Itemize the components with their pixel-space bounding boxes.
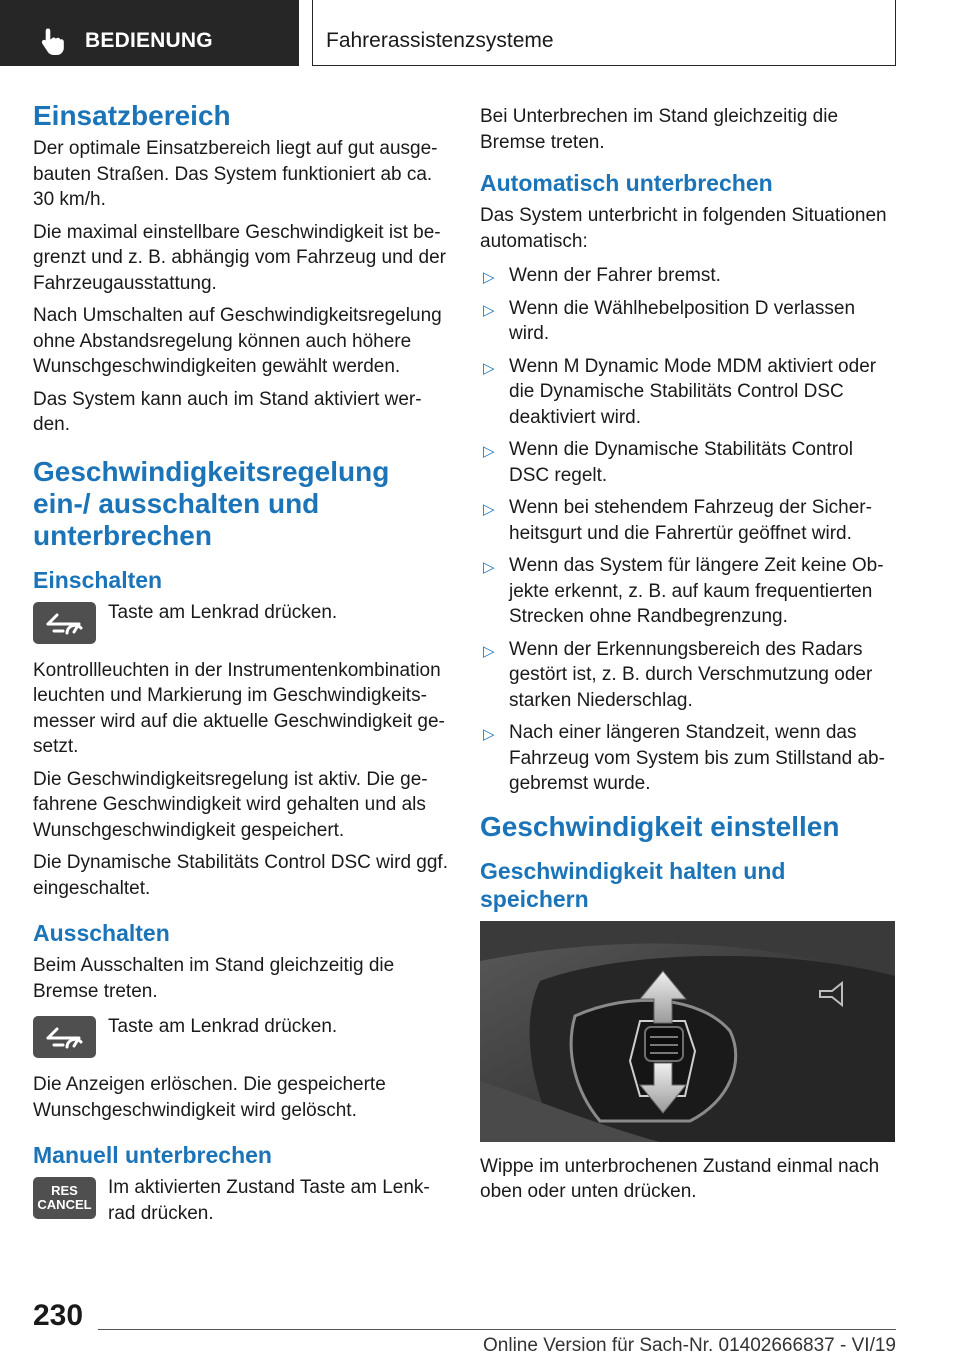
list-item-text: Wenn die Wählhebelposition D verlassen wird. — [509, 297, 856, 344]
heading-manuell-unterbrechen: Manuell unterbrechen — [33, 1142, 272, 1168]
bullet-triangle-icon: ▷ — [483, 359, 495, 377]
hand-pointer-icon — [40, 27, 66, 55]
instruction-text: Im aktivierten Zustand Taste am Lenk-rad drücken. — [108, 1177, 430, 1224]
heading-ein-ausschalten: Geschwindigkeitsregelung ein-/ ausschalten und unterbrechen — [33, 455, 390, 551]
paragraph: Die maximal einstellbare Geschwindigkeit ist be-grenzt und z. B. abhängig vom Fahrzeug und der Fahrzeugausstattung. — [33, 221, 446, 294]
heading-einschalten: Einschalten — [33, 566, 163, 593]
paragraph: Bei Unterbrechen im Stand gleichzeitig die Bremse treten. — [480, 106, 839, 153]
list-item — [480, 720, 895, 797]
instruction-text: Taste am Lenkrad drücken. — [108, 1016, 338, 1037]
cruise-control-button-icon — [33, 602, 96, 644]
paragraph: Die Dynamische Stabilitäts Control DSC wird ggf. eingeschaltet. — [33, 852, 448, 899]
bullet-list — [480, 263, 895, 797]
heading-einsatzbereich: Einsatzbereich — [33, 100, 231, 131]
res-label: RES — [51, 1183, 78, 1198]
section-label: Fahrerassistenzsysteme — [326, 29, 554, 52]
paragraph: Beim Ausschalten im Stand gleichzeitig die Bremse treten. — [33, 955, 395, 1002]
paragraph: Die Geschwindigkeitsregelung ist aktiv. Die ge-fahrene Geschwindigkeit wird gehalten und als Wunschgeschwindigkeit gespeichert. — [33, 768, 428, 841]
chapter-label: BEDIENUNG — [85, 29, 213, 52]
paragraph: Nach Umschalten auf Geschwindigkeitsregelung ohne Abstandsregelung können auch höhere Wunschgeschwindigkeiten gewählt werden. — [33, 305, 442, 377]
list-item — [480, 296, 895, 347]
list-item-text: Wenn der Erkennungsbereich des Radars gestört ist, z. B. durch Verschmutzung oder starken Niederschlag. — [509, 638, 873, 711]
online-version-text: Online Version für Sach-Nr. 01402666837 - VI/19 — [483, 1335, 896, 1356]
res-cancel-button-icon — [33, 1177, 96, 1219]
bullet-triangle-icon: ▷ — [483, 726, 495, 743]
bullet-triangle-icon: ▷ — [483, 301, 495, 319]
cruise-control-button-icon — [33, 1016, 96, 1058]
paragraph: Das System kann auch im Stand aktiviert wer-den. — [33, 388, 422, 435]
photo-caption: Wippe im unterbrochenen Zustand einmal nach oben oder unten drücken. — [480, 1155, 880, 1202]
bullet-triangle-icon: ▷ — [483, 269, 495, 286]
instruction-row — [33, 1175, 448, 1226]
left-column — [33, 100, 448, 1240]
cancel-label: CANCEL — [37, 1197, 92, 1212]
instruction-row — [33, 600, 448, 644]
bullet-triangle-icon: ▷ — [483, 559, 495, 576]
list-item-text: Wenn die Dynamische Stabilitäts Control DSC regelt. — [509, 439, 853, 486]
paragraph: Die Anzeigen erlöschen. Die gespeicherte Wunschgeschwindigkeit wird gelöscht. — [33, 1074, 386, 1121]
right-column — [480, 104, 895, 1212]
list-item-text: Wenn M Dynamic Mode MDM aktiviert oder die Dynamische Stabilitäts Control DSC deaktiviert wird. — [509, 355, 877, 428]
instruction-row — [33, 1014, 448, 1058]
page-number: 230 — [33, 1299, 84, 1332]
paragraph: Kontrollleuchten in der Instrumentenkombination leuchten und Markierung im Geschwindigkeits-messer wird auf die aktuelle Geschwindigkeit ge-setzt. — [33, 659, 445, 757]
section-tab[interactable] — [312, 0, 896, 66]
list-item-text: Wenn das System für längere Zeit keine Ob-jekte erkennt, z. B. auf kaum frequentierten Strecken ohne Randbegrenzung. — [509, 555, 884, 627]
footer-divider — [98, 1329, 896, 1330]
list-item — [480, 553, 895, 630]
paragraph: Das System unterbricht in folgenden Situationen automatisch: — [480, 205, 887, 252]
bullet-triangle-icon: ▷ — [483, 501, 495, 518]
list-item — [480, 437, 895, 488]
heading-ausschalten: Ausschalten — [33, 920, 170, 946]
bullet-triangle-icon: ▷ — [483, 642, 495, 660]
steering-wheel-rocker-photo — [480, 921, 895, 1142]
list-item — [480, 263, 895, 289]
list-item-text: Wenn bei stehendem Fahrzeug der Sicher-heitsgurt und die Fahrertür geöffnet wird. — [509, 497, 872, 544]
paragraph: Der optimale Einsatzbereich liegt auf gut ausge-bauten Straßen. Das System funktioniert ab ca. 30 km/h. — [33, 138, 438, 210]
heading-halten-speichern: Geschwindigkeit halten und speichern — [480, 857, 786, 912]
list-item-text: Nach einer längeren Standzeit, wenn das Fahrzeug vom System bis zum Stillstand ab-gebremst wurde. — [509, 722, 885, 794]
chapter-tab[interactable] — [0, 0, 299, 66]
list-item — [480, 637, 895, 714]
list-item — [480, 354, 895, 431]
heading-automatisch-unterbrechen: Automatisch unterbrechen — [480, 170, 773, 196]
list-item — [480, 495, 895, 546]
list-item-text: Wenn der Fahrer bremst. — [509, 265, 721, 286]
instruction-text: Taste am Lenkrad drücken. — [108, 601, 338, 623]
bullet-triangle-icon: ▷ — [483, 443, 495, 460]
heading-geschwindigkeit-einstellen: Geschwindigkeit einstellen — [480, 810, 840, 842]
